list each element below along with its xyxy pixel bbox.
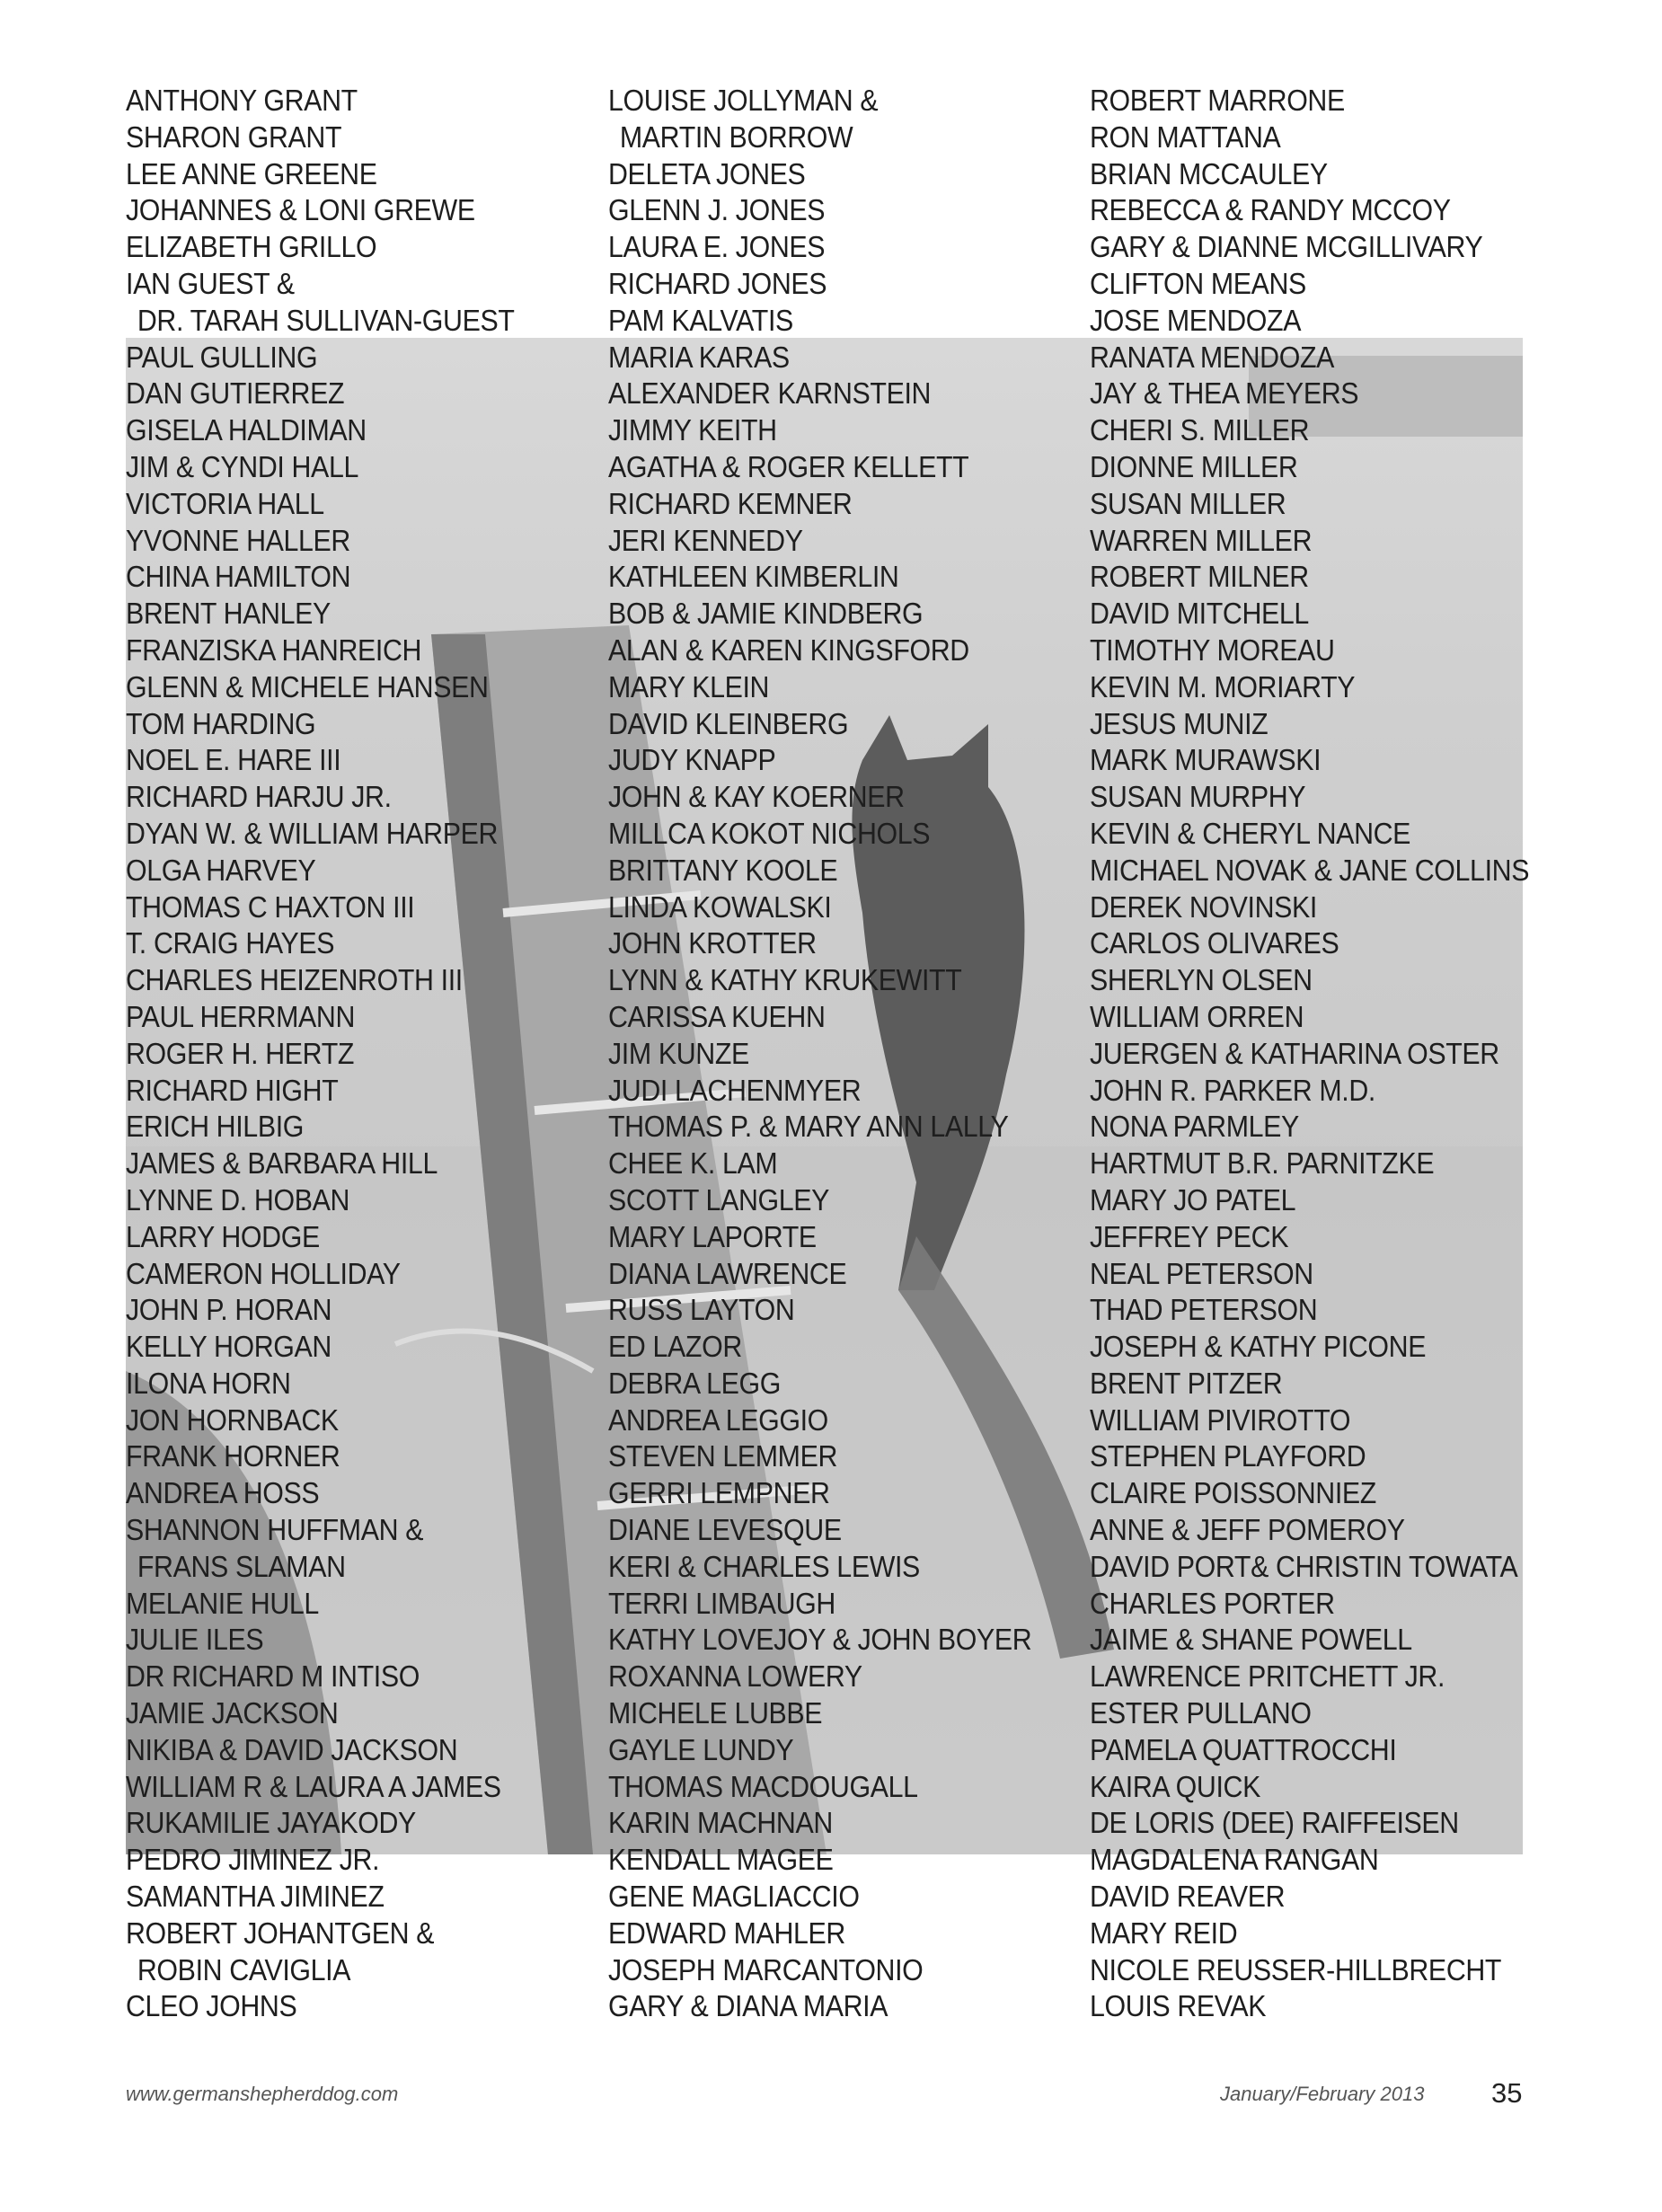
donor-name: JEFFREY PECK xyxy=(1090,1219,1289,1253)
donor-name: JAMIE JACKSON xyxy=(126,1696,339,1730)
donor-name: CARISSA KUEHN xyxy=(608,999,826,1033)
donor-name: JAMES & BARBARA HILL xyxy=(126,1146,438,1181)
donor-name: TIMOTHY MOREAU xyxy=(1090,633,1335,667)
donor-name: WILLIAM ORREN xyxy=(1090,999,1304,1033)
donor-name: GLENN J. JONES xyxy=(608,193,826,227)
donor-name: DAVID PORT& CHRISTIN TOWATA xyxy=(1090,1549,1518,1583)
donor-name: KENDALL MAGEE xyxy=(608,1843,834,1877)
footer-website: www.germanshepherddog.com xyxy=(126,2083,399,2105)
donor-name: CHARLES PORTER xyxy=(1090,1586,1335,1620)
donor-name: KATHLEEN KIMBERLIN xyxy=(608,560,899,594)
donor-name: ED LAZOR xyxy=(608,1330,742,1364)
donor-name: HARTMUT B.R. PARNITZKE xyxy=(1090,1146,1435,1181)
donor-name: WILLIAM R & LAURA A JAMES xyxy=(126,1769,501,1803)
donor-name: KARIN MACHNAN xyxy=(608,1806,833,1840)
donor-name: JAY & THEA MEYERS xyxy=(1090,376,1359,411)
donor-name: SUSAN MILLER xyxy=(1090,486,1286,520)
donor-name: FRANK HORNER xyxy=(126,1439,340,1473)
donor-name: DYAN W. & WILLIAM HARPER xyxy=(126,816,499,850)
donor-name: GISELA HALDIMAN xyxy=(126,413,367,447)
donor-name: CARLOS OLIVARES xyxy=(1090,926,1339,960)
donor-name: RICHARD HIGHT xyxy=(126,1073,339,1107)
donor-column-2 xyxy=(608,83,1068,2025)
donor-name: FRANS SLAMAN xyxy=(137,1549,346,1583)
donor-name: ALAN & KAREN KINGSFORD xyxy=(608,633,969,667)
donor-name: MICHELE LUBBE xyxy=(608,1696,823,1730)
donor-name: JIM KUNZE xyxy=(608,1036,749,1070)
donor-name: MARY KLEIN xyxy=(608,669,770,703)
donor-name: JUDI LACHENMYER xyxy=(608,1073,862,1107)
donor-name: RICHARD HARJU JR. xyxy=(126,780,392,814)
donor-name: WILLIAM PIVIROTTO xyxy=(1090,1402,1351,1437)
donor-name: ROBIN CAVIGLIA xyxy=(137,1952,351,1986)
donor-name: ROGER H. HERTZ xyxy=(126,1036,355,1070)
donor-name: ERICH HILBIG xyxy=(126,1110,305,1144)
donor-name: MILLCA KOKOT NICHOLS xyxy=(608,816,931,850)
donor-name: LAWRENCE PRITCHETT JR. xyxy=(1090,1659,1445,1694)
donor-name: CHEE K. LAM xyxy=(608,1146,778,1181)
donor-name: JIM & CYNDI HALL xyxy=(126,449,358,483)
donor-name: MAGDALENA RANGAN xyxy=(1090,1843,1379,1877)
donor-name: THOMAS MACDOUGALL xyxy=(608,1769,918,1803)
donor-name: GAYLE LUNDY xyxy=(608,1732,794,1766)
donor-name: NEAL PETERSON xyxy=(1090,1256,1313,1290)
donor-name: T. CRAIG HAYES xyxy=(126,926,335,960)
donor-name: ANNE & JEFF POMEROY xyxy=(1090,1513,1405,1547)
donor-name: KELLY HORGAN xyxy=(126,1330,332,1364)
donor-name: DE LORIS (DEE) RAIFFEISEN xyxy=(1090,1806,1459,1840)
donor-name: IAN GUEST & xyxy=(126,266,295,300)
donor-name: OLGA HARVEY xyxy=(126,853,316,887)
donor-name: RANATA MENDOZA xyxy=(1090,340,1335,374)
donor-name: KEVIN M. MORIARTY xyxy=(1090,669,1356,703)
donor-name: SHANNON HUFFMAN & xyxy=(126,1513,424,1547)
donor-name: ANTHONY GRANT xyxy=(126,84,358,117)
donor-name: SCOTT LANGLEY xyxy=(608,1182,830,1217)
donor-name: NONA PARMLEY xyxy=(1090,1110,1299,1144)
donor-name: DAVID MITCHELL xyxy=(1090,597,1309,631)
donor-name: SHARON GRANT xyxy=(126,119,342,154)
donor-name: JULIE ILES xyxy=(126,1623,264,1657)
donor-name: REBECCA & RANDY MCCOY xyxy=(1090,193,1451,227)
donor-name: SAMANTHA JIMINEZ xyxy=(126,1880,385,1914)
page-number: 35 xyxy=(1491,2077,1523,2109)
donor-name: RICHARD JONES xyxy=(608,266,827,300)
donor-name: SHERLYN OLSEN xyxy=(1090,963,1313,997)
donor-name: MARK MURAWSKI xyxy=(1090,743,1322,777)
donor-name: PAUL GULLING xyxy=(126,340,318,374)
donor-name: TERRI LIMBAUGH xyxy=(608,1586,835,1620)
donor-name: GLENN & MICHELE HANSEN xyxy=(126,669,489,703)
donor-name: ANDREA HOSS xyxy=(126,1476,320,1510)
donor-name: JON HORNBACK xyxy=(126,1402,339,1437)
donor-name: DAN GUTIERREZ xyxy=(126,376,345,411)
donor-name: STEVEN LEMMER xyxy=(608,1439,838,1473)
donor-name: RICHARD KEMNER xyxy=(608,486,853,520)
donor-name: RON MATTANA xyxy=(1090,119,1281,154)
donor-name: MARTIN BORROW xyxy=(619,119,853,154)
donor-name: DELETA JONES xyxy=(608,156,806,190)
donor-name: RUSS LAYTON xyxy=(608,1293,795,1327)
donor-name: ROXANNA LOWERY xyxy=(608,1659,862,1694)
donor-name: ROBERT JOHANTGEN & xyxy=(126,1916,435,1950)
donor-name: BRITTANY KOOLE xyxy=(608,853,838,887)
donor-name: PEDRO JIMINEZ JR. xyxy=(126,1843,380,1877)
donor-name: DAVID REAVER xyxy=(1090,1880,1286,1914)
donor-name: CLAIRE POISSONNIEZ xyxy=(1090,1476,1376,1510)
donor-name: CLEO JOHNS xyxy=(126,1989,297,2023)
donor-name: ELIZABETH GRILLO xyxy=(126,230,377,264)
donor-name: GARY & DIANA MARIA xyxy=(608,1989,888,2023)
donor-name: PAUL HERRMANN xyxy=(126,999,355,1033)
donor-name: RUKAMILIE JAYAKODY xyxy=(126,1806,416,1840)
donor-name: DEREK NOVINSKI xyxy=(1090,889,1317,924)
donor-name: JERI KENNEDY xyxy=(608,523,803,557)
donor-name: ROBERT MARRONE xyxy=(1090,84,1345,117)
donor-name: KERI & CHARLES LEWIS xyxy=(608,1549,920,1583)
donor-name: JESUS MUNIZ xyxy=(1090,706,1269,740)
donor-name: DEBRA LEGG xyxy=(608,1366,782,1400)
donor-name: CLIFTON MEANS xyxy=(1090,266,1306,300)
donor-name: BOB & JAMIE KINDBERG xyxy=(608,597,924,631)
donor-name: WARREN MILLER xyxy=(1090,523,1313,557)
donor-name: LEE ANNE GREENE xyxy=(126,156,377,190)
donor-name: JUDY KNAPP xyxy=(608,743,776,777)
donor-name: EDWARD MAHLER xyxy=(608,1916,845,1950)
donor-name: CHERI S. MILLER xyxy=(1090,413,1310,447)
donor-name: KEVIN & CHERYL NANCE xyxy=(1090,816,1411,850)
donor-name: JOHN R. PARKER M.D. xyxy=(1090,1073,1376,1107)
donor-name: ESTER PULLANO xyxy=(1090,1696,1312,1730)
donor-name: BRIAN MCCAULEY xyxy=(1090,156,1328,190)
donor-name: THOMAS C HAXTON III xyxy=(126,889,415,924)
donor-name: JIMMY KEITH xyxy=(608,413,777,447)
donor-name: CHARLES HEIZENROTH III xyxy=(126,963,463,997)
donor-name: PAM KALVATIS xyxy=(608,303,793,337)
donor-name: DIONNE MILLER xyxy=(1090,449,1298,483)
donor-name: JOHANNES & LONI GREWE xyxy=(126,193,475,227)
donor-name: DIANA LAWRENCE xyxy=(608,1256,847,1290)
donor-name: THOMAS P. & MARY ANN LALLY xyxy=(608,1110,1009,1144)
donor-name: JAIME & SHANE POWELL xyxy=(1090,1623,1412,1657)
donor-name: KATHY LOVEJOY & JOHN BOYER xyxy=(608,1623,1032,1657)
donor-name: ILONA HORN xyxy=(126,1366,291,1400)
donor-name: LOUISE JOLLYMAN & xyxy=(608,84,879,117)
donor-name: JOSEPH & KATHY PICONE xyxy=(1090,1330,1427,1364)
donor-name: MARY REID xyxy=(1090,1916,1238,1950)
donor-name: JOSE MENDOZA xyxy=(1090,303,1302,337)
donor-name: MICHAEL NOVAK & JANE COLLINS xyxy=(1090,853,1530,887)
donor-column-1 xyxy=(126,83,548,2025)
donor-name: LOUIS REVAK xyxy=(1090,1989,1267,2023)
donor-name: DR RICHARD M INTISO xyxy=(126,1659,420,1694)
donor-name: ANDREA LEGGIO xyxy=(608,1402,828,1437)
donor-name: GARY & DIANNE MCGILLIVARY xyxy=(1090,230,1483,264)
donor-name: YVONNE HALLER xyxy=(126,523,350,557)
donor-name: STEPHEN PLAYFORD xyxy=(1090,1439,1366,1473)
donor-name: FRANZISKA HANREICH xyxy=(126,633,422,667)
donor-name: JOHN P. HORAN xyxy=(126,1293,332,1327)
donor-name: LINDA KOWALSKI xyxy=(608,889,832,924)
donor-name: MELANIE HULL xyxy=(126,1586,319,1620)
donor-name: CAMERON HOLLIDAY xyxy=(126,1256,401,1290)
donor-name: JOHN KROTTER xyxy=(608,926,817,960)
donor-name: AGATHA & ROGER KELLETT xyxy=(608,449,969,483)
donor-name: DIANE LEVESQUE xyxy=(608,1513,842,1547)
donor-name: BRENT PITZER xyxy=(1090,1366,1283,1400)
donor-name: MARY LAPORTE xyxy=(608,1219,817,1253)
donor-name: LARRY HODGE xyxy=(126,1219,320,1253)
footer-issue-date: January/February 2013 xyxy=(1220,2083,1425,2105)
donor-name: DR. TARAH SULLIVAN-GUEST xyxy=(137,303,515,337)
donor-name: PAMELA QUATTROCCHI xyxy=(1090,1732,1397,1766)
donor-name: GERRI LEMPNER xyxy=(608,1476,830,1510)
donor-name: CHINA HAMILTON xyxy=(126,560,351,594)
donor-name: SUSAN MURPHY xyxy=(1090,780,1306,814)
donor-name: JOHN & KAY KOERNER xyxy=(608,780,905,814)
donor-name: LYNN & KATHY KRUKEWITT xyxy=(608,963,962,997)
donor-name: VICTORIA HALL xyxy=(126,486,324,520)
donor-name: GENE MAGLIACCIO xyxy=(608,1880,860,1914)
donor-column-3 xyxy=(1090,83,1568,2025)
donor-name: NOEL E. HARE III xyxy=(126,743,341,777)
donor-name: DAVID KLEINBERG xyxy=(608,706,849,740)
donor-name: NICOLE REUSSER-HILLBRECHT xyxy=(1090,1952,1502,1986)
donor-name: BRENT HANLEY xyxy=(126,597,331,631)
donor-name: LAURA E. JONES xyxy=(608,230,826,264)
donor-name: JUERGEN & KATHARINA OSTER xyxy=(1090,1036,1499,1070)
donor-name: ROBERT MILNER xyxy=(1090,560,1309,594)
donor-name: TOM HARDING xyxy=(126,706,316,740)
donor-name: KAIRA QUICK xyxy=(1090,1769,1260,1803)
donor-name: LYNNE D. HOBAN xyxy=(126,1182,350,1217)
donor-name: MARIA KARAS xyxy=(608,340,790,374)
donor-name: ALEXANDER KARNSTEIN xyxy=(608,376,932,411)
donor-name: MARY JO PATEL xyxy=(1090,1182,1296,1217)
donor-name: NIKIBA & DAVID JACKSON xyxy=(126,1732,458,1766)
donor-name: THAD PETERSON xyxy=(1090,1293,1318,1327)
donor-name: JOSEPH MARCANTONIO xyxy=(608,1952,924,1986)
